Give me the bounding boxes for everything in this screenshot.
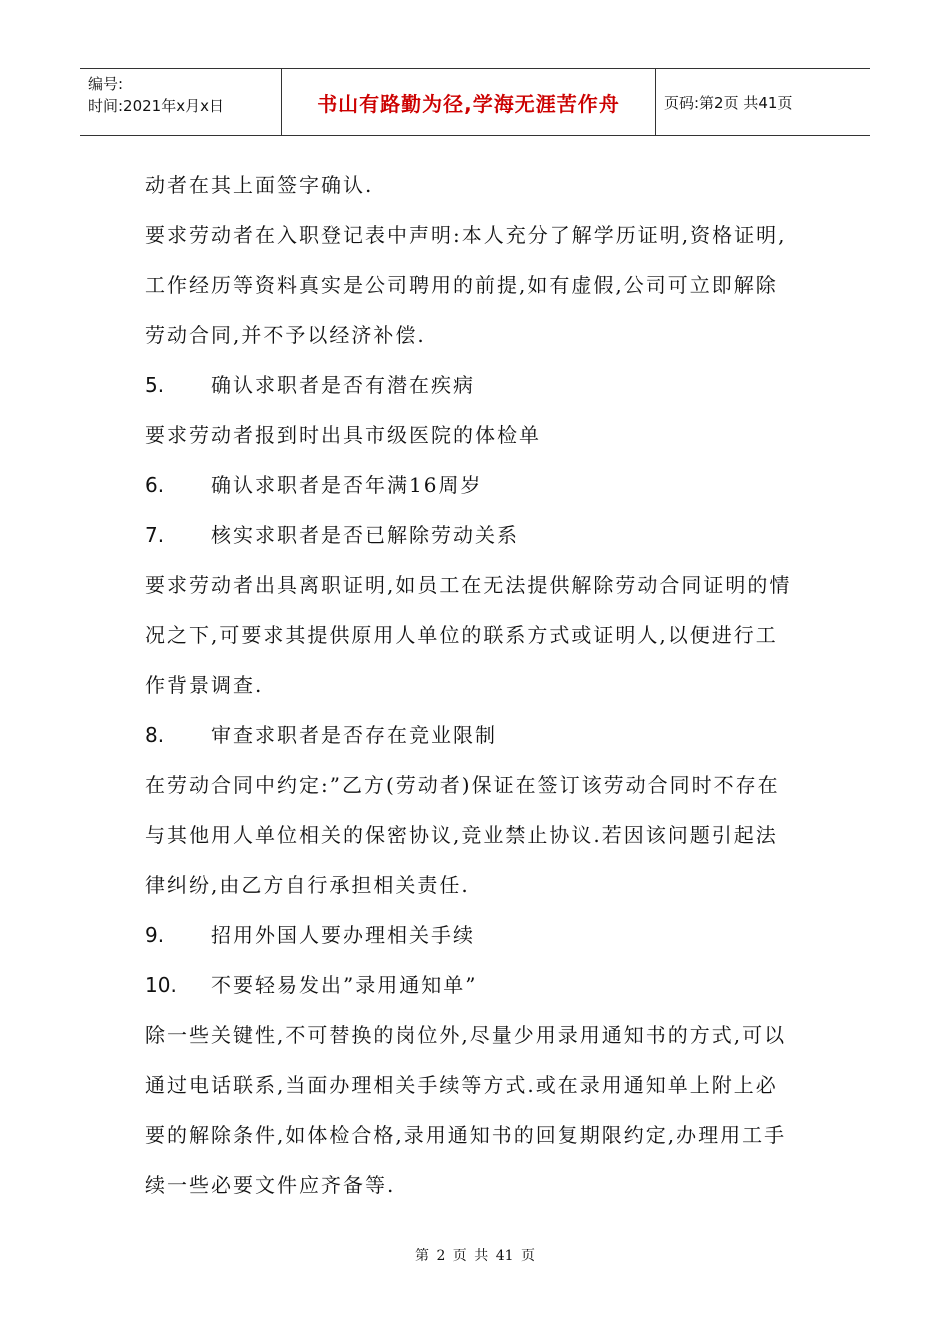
- list-item-number: 5.: [145, 373, 165, 397]
- line-text: 招用外国人要办理相关手续: [211, 923, 475, 947]
- paragraph-line: [145, 610, 815, 660]
- list-item-number: 7.: [145, 523, 165, 547]
- list-item-number: 8.: [145, 723, 165, 747]
- line-text: 劳动合同,并不予以经济补偿.: [145, 323, 426, 347]
- line-text: 要求劳动者报到时出具市级医院的体检单: [145, 423, 541, 447]
- header-motto: 书山有路勤为径,学海无涯苦作舟: [282, 69, 656, 135]
- line-text: 除一些关键性,不可替换的岗位外,尽量少用录用通知书的方式,可以: [145, 1023, 787, 1047]
- paragraph-line: [145, 660, 815, 710]
- line-text: 在劳动合同中约定:”乙方(劳动者)保证在签订该劳动合同时不存在: [145, 773, 780, 797]
- paragraph-line: [145, 310, 815, 360]
- line-text: 确认求职者是否年满16周岁: [211, 473, 483, 497]
- page-footer: 第 2 页 共 41 页: [415, 1248, 535, 1264]
- line-text: 况之下,可要求其提供原用人单位的联系方式或证明人,以便进行工: [145, 623, 778, 647]
- line-text: 不要轻易发出”录用通知单”: [211, 973, 478, 997]
- paragraph-line: [145, 160, 815, 210]
- paragraph-line: [145, 810, 815, 860]
- paragraph-line: [145, 210, 815, 260]
- header-meta: [80, 69, 282, 135]
- list-item-heading: [145, 360, 815, 410]
- line-text: 核实求职者是否已解除劳动关系: [211, 523, 519, 547]
- line-text: 要求劳动者出具离职证明,如员工在无法提供解除劳动合同证明的情: [145, 573, 792, 597]
- paragraph-line: [145, 760, 815, 810]
- list-item-heading: [145, 960, 815, 1010]
- document-body: [145, 160, 815, 1210]
- list-item-number: 9.: [145, 923, 165, 947]
- header-page-info: 页码:第2页 共41页: [664, 93, 793, 112]
- line-text: 要的解除条件,如体检合格,录用通知书的回复期限约定,办理用工手: [145, 1123, 787, 1147]
- page-header: [80, 68, 870, 136]
- line-text: 作背景调查.: [145, 673, 264, 697]
- line-text: 续一些必要文件应齐备等.: [145, 1173, 396, 1197]
- paragraph-line: [145, 1010, 815, 1060]
- line-text: 确认求职者是否有潜在疾病: [211, 373, 475, 397]
- line-text: 工作经历等资料真实是公司聘用的前提,如有虚假,公司可立即解除: [145, 273, 778, 297]
- list-item-heading: [145, 710, 815, 760]
- paragraph-line: [145, 1160, 815, 1210]
- paragraph-line: [145, 560, 815, 610]
- paragraph-line: [145, 260, 815, 310]
- line-text: 通过电话联系,当面办理相关手续等方式.或在录用通知单上附上必: [145, 1073, 778, 1097]
- list-item-heading: [145, 460, 815, 510]
- line-text: 要求劳动者在入职登记表中声明:本人充分了解学历证明,资格证明,: [145, 223, 787, 247]
- list-item-heading: [145, 910, 815, 960]
- line-text: 动者在其上面签字确认.: [145, 173, 374, 197]
- paragraph-line: [145, 1060, 815, 1110]
- list-item-number: 10.: [145, 973, 177, 997]
- line-text: 审查求职者是否存在竞业限制: [211, 723, 497, 747]
- list-item-heading: [145, 510, 815, 560]
- paragraph-line: [145, 410, 815, 460]
- document-time-label: 时间:2021年x月x日: [88, 97, 224, 115]
- list-item-number: 6.: [145, 473, 165, 497]
- line-text: 律纠纷,由乙方自行承担相关责任.: [145, 873, 470, 897]
- paragraph-line: [145, 860, 815, 910]
- paragraph-line: [145, 1110, 815, 1160]
- document-number-label: 编号:: [88, 75, 124, 93]
- line-text: 与其他用人单位相关的保密协议,竞业禁止协议.若因该问题引起法: [145, 823, 778, 847]
